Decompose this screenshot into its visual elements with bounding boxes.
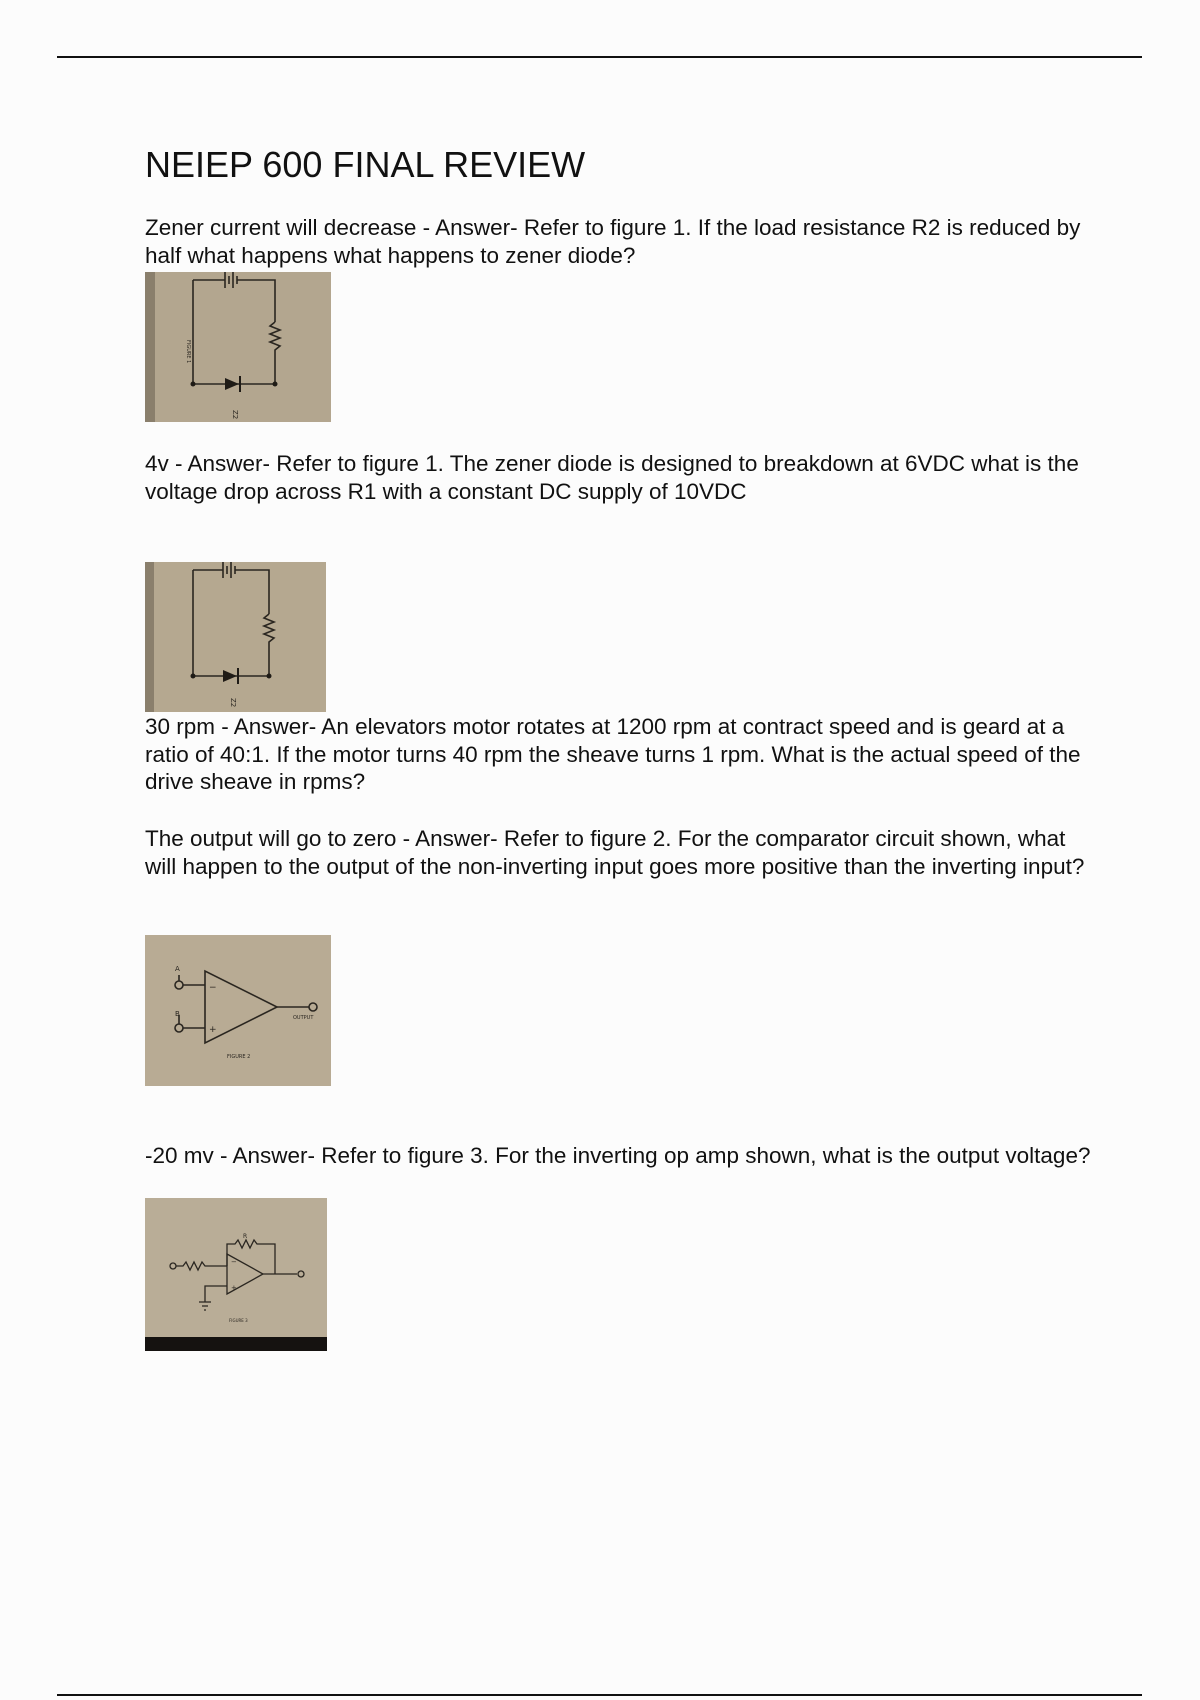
svg-text:Z2: Z2	[231, 410, 239, 420]
comparator-circuit-icon	[145, 935, 331, 1086]
qa-item-1: Zener current will decrease - Answer- Refer to figure 1. If the load resistance R2 is reduced by half what happens what happens to zener diode?	[145, 215, 1081, 268]
zener-circuit-icon	[145, 562, 326, 712]
figure-1-zener-photo-repeat	[145, 562, 326, 712]
svg-text:+: +	[231, 1284, 237, 1292]
qa-item-3: 30 rpm - Answer- An elevators motor rotates at 1200 rpm at contract speed and is geard at a ratio of 40:1. If the motor turns 40 rpm the sheave turns 1 rpm. What is the actual speed of the drive sheave in rpms?	[145, 714, 1081, 794]
qa-item-5: -20 mv - Answer- Refer to figure 3. For the inverting op amp shown, what is the output voltage?	[145, 1143, 1091, 1168]
inverting-opamp-icon	[145, 1198, 327, 1351]
qa-item-2: 4v - Answer- Refer to figure 1. The zener diode is designed to breakdown at 6VDC what is the voltage drop across R1 with a constant DC supply of 10VDC	[145, 451, 1079, 504]
svg-text:FIGURE 3: FIGURE 3	[229, 1318, 248, 1323]
svg-text:−: −	[209, 983, 217, 993]
svg-text:−: −	[231, 1258, 237, 1266]
footer-rule	[57, 1694, 1142, 1696]
svg-text:R: R	[243, 1233, 248, 1240]
figure-2-comparator-photo	[145, 935, 331, 1086]
figure-3-inverting-opamp-photo	[145, 1198, 327, 1351]
svg-text:OUTPUT: OUTPUT	[293, 1015, 314, 1021]
svg-text:FIGURE 1: FIGURE 1	[185, 340, 191, 364]
header-rule	[57, 56, 1142, 58]
svg-text:FIGURE 2: FIGURE 2	[227, 1054, 251, 1060]
svg-text:A: A	[175, 965, 180, 973]
figure-1-zener-photo	[145, 272, 331, 422]
qa-item-4: The output will go to zero - Answer- Refer to figure 2. For the comparator circuit shown, what will happen to the output of the non-inverting input goes more positive than the inverting input?	[145, 826, 1085, 879]
zener-circuit-icon	[145, 272, 331, 422]
svg-text:Z2: Z2	[229, 698, 237, 708]
page-title: NEIEP 600 FINAL REVIEW	[145, 144, 586, 185]
svg-text:+: +	[209, 1025, 217, 1035]
svg-text:B: B	[175, 1010, 180, 1018]
